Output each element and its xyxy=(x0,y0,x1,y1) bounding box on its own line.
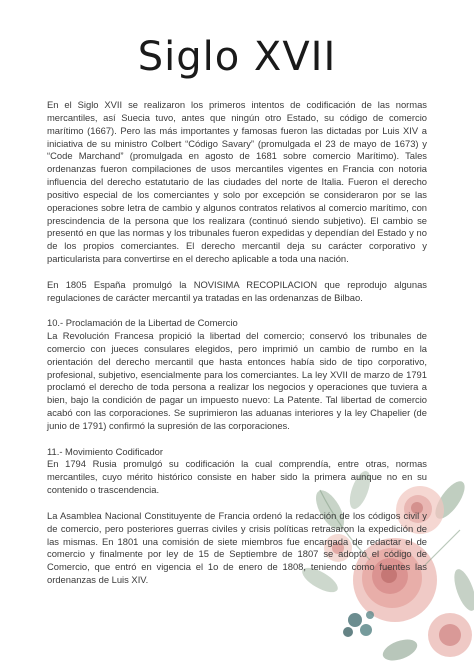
paragraph-1805: En 1805 España promulgó la NOVISIMA RECOPILACION que reprodujo algunas regulaciones de carácter mercantil ya tratadas en las ordenanzas de Bilbao. xyxy=(47,278,427,303)
document-body xyxy=(47,99,427,600)
section-10-body: La Revolución Francesa propició la libertad del comercio; conservó los tribunales de comercio con jueces consulares elegidos, pero imprimió un cambio de rumbo en la orientación del derecho mercantil que hasta entonces había sido de tipo corporativo, profesional, subjetivo, esencialmente para los comerciantes. La ley XVII de marzo de 1791 proclamó el derecho de toda persona a realizar los negocios y operaciones que tuviera a bien, bajo la condición de pagar un impuesto nuevo: La Patente. Tal libertad de comercio acabó con las corporaciones. Se suprimieron las aduanas interiores y la ley Chapelier (de junio de 1791) confirmó la supresión de las corporaciones. xyxy=(47,330,427,431)
section-11-body: En 1794 Rusia promulgó su codificación la cual comprendía, entre otras, normas mercantiles, cuyo mérito histórico consiste en haber sido la primera aunque no en su contenido o trascendencia. xyxy=(47,458,427,496)
section-11 xyxy=(47,446,427,497)
section-10-heading: 10.- Proclamación de la Libertad de Comercio xyxy=(47,317,238,329)
paragraph-intro: En el Siglo XVII se realizaron los primeros intentos de codificación de las normas mercantiles, así Suecia tuvo, antes que ningún otro Estado, su código de comercio marítimo (1667). Pero las más importantes y famosas fueron las dictadas por Luis XIV a iniciativa de su ministro Colbert “Código Savary” (promulgada el 23 de mayo de 1673) y “Code Marchand” (promulgada en agosto de 1681 sobre comercio Marítimo). Tales ordenanzas fueron compilaciones de usos mercantiles vigentes en Francia con notoria influencia del derecho estatutario de las ciudades del norte de Italia. Fueron el derecho positivo especial de los comerciantes y solo por excepción se consideraron por se las operaciones sobre letra de cambio y algunos contratos relativos al comercio marítimo, con prescindencia de la persona que los realizara (continuó siendo subjetivo). El cambio se presentó en que las normas y los tribunales fueron expedidas y dependían del Estado y no de los propios comerciantes. El derecho mercantil deja su carácter corporativo y particularista para convertirse en el derecho aplicable a toda una nación. xyxy=(47,99,427,265)
section-11-heading: 11.- Movimiento Codificador xyxy=(47,445,164,457)
paragraph-closing: La Asamblea Nacional Constituyente de Francia ordenó la redacción de los códigos civil y de comercio, pero posteriores guerras civiles y crisis políticas retrasaron la expedición de las mismas. En 1801 una comisión de siete miembros fue encargada de redactar el de comercio y finalmente por ley de 15 de Septiembre de 1807 se adoptó el código de Comercio, que entró en vigencia el 1o de enero de 1808, teniendo como fuentes las ordenanzas de Luis XIV. xyxy=(47,509,427,586)
section-10 xyxy=(47,317,427,433)
page-title: Siglo XVII xyxy=(137,34,337,80)
